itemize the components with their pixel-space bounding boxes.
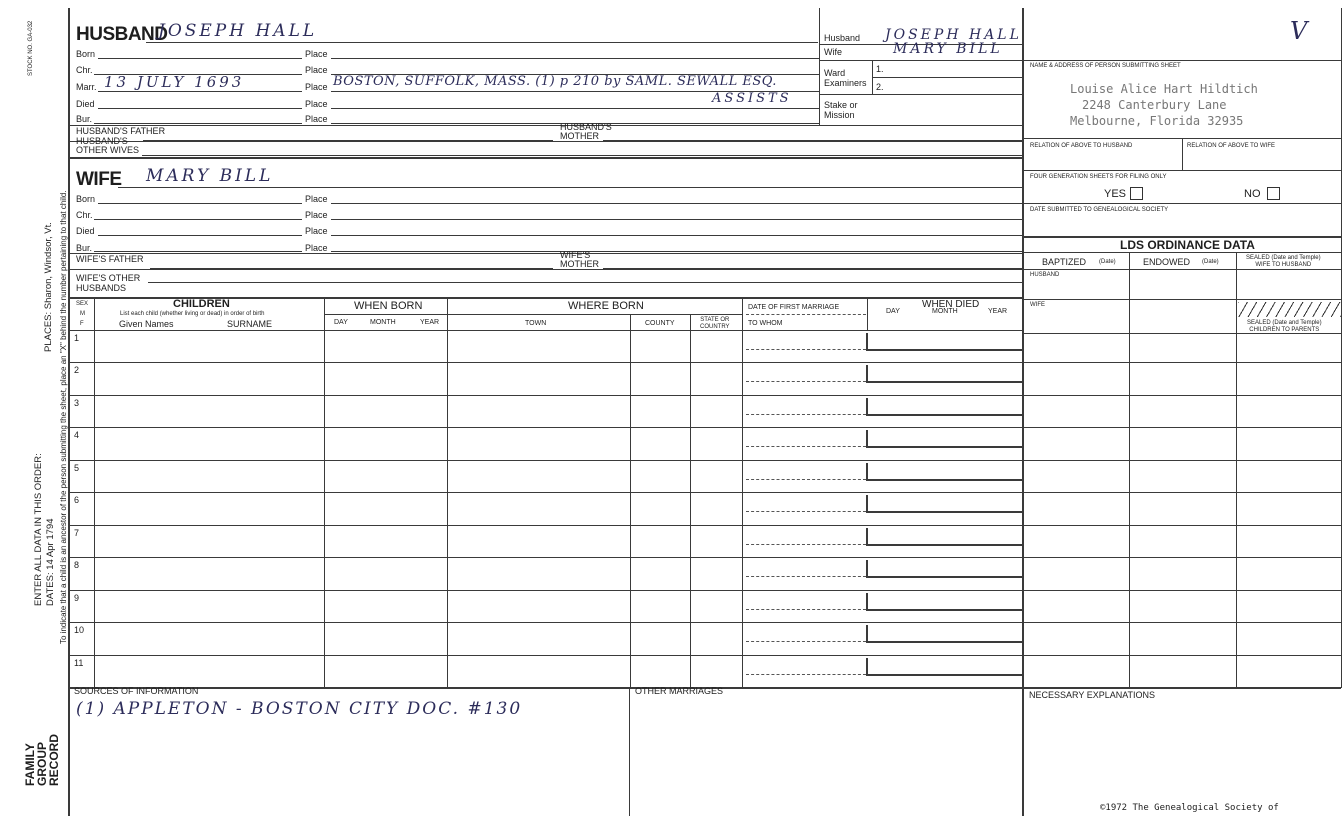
husband-marr-place-value-2[interactable]: ASSISTS [712,91,792,106]
child-row-number: 10 [74,625,85,635]
when-born-heading: WHEN BORN [354,300,423,312]
submitter-line-3[interactable]: Melbourne, Florida 32935 [1070,114,1244,128]
relation-wife-label: RELATION OF ABOVE TO WIFE [1187,143,1276,149]
sealed-wife-label: SEALED (Date and Temple) WIFE TO HUSBAND [1246,255,1321,268]
husband-marr-place-value[interactable]: BOSTON, SUFFOLK, MASS. (1) p 210 by SAML. SEWALL ESQ. [333,74,777,89]
wife-chr-label: Chr. [76,210,93,220]
endowed-label: ENDOWED [1143,257,1190,267]
wife-bur-label: Bur. [76,243,93,253]
husband-father-label: HUSBAND'S FATHER [76,126,166,136]
wife-ref-label: Wife [824,47,842,57]
county-label: COUNTY [645,320,675,327]
husband-died-place-label: Place [305,99,328,109]
baptized-label: BAPTIZED [1042,257,1087,267]
husband-marr-value[interactable]: 13 JULY 1693 [104,73,245,91]
copyright-text: ©1972 The Genealogical Society of [1100,803,1279,813]
surname-label: SURNAME [227,319,273,329]
child-row[interactable] [95,622,1022,655]
yes-label: YES [1104,188,1127,200]
sex-m-label: M [80,311,85,317]
wife-name-value[interactable]: MARY BILL [146,166,274,186]
wife-heading: WIFE [76,169,122,190]
husband-other-wives-label: HUSBAND'S OTHER WIVES [76,136,140,155]
places-note: PLACES: Sharon, Windsor, Vt. [43,222,54,352]
children-heading: CHILDREN [173,298,230,310]
sex-f-label: F [80,321,84,327]
no-checkbox[interactable] [1267,187,1280,200]
born-month-label: MONTH [370,319,396,326]
husband-died-label: Died [76,99,95,109]
form-title-record: RECORD [47,733,61,786]
ward-label: Ward [824,68,846,78]
relation-husband-label: RELATION OF ABOVE TO HUSBAND [1030,143,1133,149]
child-row-number: 7 [74,528,80,538]
born-year-label: YEAR [420,319,440,326]
died-year-label: YEAR [988,308,1008,315]
submitter-line-1[interactable]: Louise Alice Hart Hildtich [1070,82,1258,96]
child-row-number: 1 [74,333,80,343]
husband-heading: HUSBAND [76,24,168,45]
child-row[interactable] [95,557,1022,590]
child-row-number: 5 [74,463,80,473]
enter-all-note: ENTER ALL DATA IN THIS ORDER: [33,453,44,606]
baptized-date-label: (Date) [1099,259,1116,265]
husband-marr-label: Marr. [76,82,97,92]
husband-bur-place-label: Place [305,114,328,124]
child-row[interactable] [95,460,1022,492]
sealed-children-label: SEALED (Date and Temple) CHILDREN TO PARENTS [1247,320,1322,333]
dates-note: DATES: 14 Apr 1794 [45,518,56,606]
husband-marr-place-label: Place [305,82,328,92]
lds-husband-label: HUSBAND [1030,272,1060,278]
four-gen-label: FOUR GENERATION SHEETS FOR FILING ONLY [1030,174,1167,180]
given-names-label: Given Names [119,319,174,329]
endowed-date-label: (Date) [1202,259,1219,265]
child-row[interactable] [95,330,1022,362]
wife-born-place-label: Place [305,194,328,204]
child-row[interactable] [95,362,1022,395]
submitter-line-2[interactable]: 2248 Canterbury Lane [1082,98,1227,112]
husband-name-value[interactable]: JOSEPH HALL [158,21,318,41]
to-whom-label: TO WHOM [748,320,783,327]
child-row-number: 9 [74,593,80,603]
town-label: TOWN [525,320,547,327]
wife-born-label: Born [76,194,96,204]
died-day-label: DAY [886,308,900,315]
children-instructions: List each child (whether living or dead) in order of birth [120,311,265,317]
state-country-label: STATE OR COUNTRY [700,317,730,330]
first-marriage-label: DATE OF FIRST MARRIAGE [748,304,840,311]
examiner-2-label: 2. [876,82,884,92]
child-row-number: 6 [74,495,80,505]
child-row[interactable] [95,590,1022,622]
wife-chr-place-label: Place [305,210,328,220]
where-born-heading: WHERE BORN [568,300,644,312]
other-marriages-label: OTHER MARRIAGES [635,686,724,696]
husband-ref-value[interactable]: JOSEPH HALL [885,27,1022,43]
child-row-number: 2 [74,365,80,375]
husband-ref-label: Husband [824,33,861,43]
review-checkmark: V [1290,17,1308,45]
submitter-label: NAME & ADDRESS OF PERSON SUBMITTING SHEET [1030,63,1181,69]
child-row[interactable] [95,492,1022,525]
stake-mission-label: Stake or Mission [824,100,858,120]
husband-chr-label: Chr. [76,65,93,75]
sources-label: SOURCES OF INFORMATION [74,686,199,696]
child-row-number: 4 [74,430,80,440]
wife-ref-value[interactable]: MARY BILL [893,41,1003,57]
lds-title: LDS ORDINANCE DATA [1120,238,1255,252]
born-day-label: DAY [334,319,348,326]
explanations-label: NECESSARY EXPLANATIONS [1029,690,1156,700]
child-row-number: 8 [74,560,80,570]
form-title-group: GROUP [35,741,49,786]
wife-bur-place-label: Place [305,243,328,253]
child-row-number: 3 [74,398,80,408]
husband-born-label: Born [76,49,96,59]
wife-father-label: WIFE'S FATHER [76,254,144,264]
child-row[interactable] [95,427,1022,460]
when-died-heading: WHEN DIED [922,299,980,310]
stock-number: STOCK NO. GA-032 [28,20,34,76]
no-label: NO [1244,188,1261,200]
wife-other-husbands-label: WIFE'S OTHER HUSBANDS [76,273,141,293]
examiners-label: Examiners [824,78,867,88]
sources-value[interactable]: (1) APPLETON - BOSTON CITY DOC. #130 [76,699,523,719]
date-submitted-label: DATE SUBMITTED TO GENEALOGICAL SOCIETY [1030,207,1169,213]
husband-mother-label: HUSBAND'S MOTHER [560,122,612,141]
child-row[interactable] [95,525,1022,557]
husband-born-place-label: Place [305,49,328,59]
wife-died-place-label: Place [305,226,328,236]
indicate-note: To indicate that a child is an ancestor of the person submitting the sheet, place an "X" behind the number pertaining to that child. [59,190,68,644]
child-row[interactable] [95,655,1022,687]
died-month-label: MONTH [932,308,958,315]
yes-checkbox[interactable] [1130,187,1143,200]
child-row[interactable] [95,395,1022,427]
sex-label: SEX [76,301,89,307]
husband-bur-label: Bur. [76,114,93,124]
husband-chr-place-label: Place [305,65,328,75]
child-row-number: 11 [74,658,84,668]
wife-mother-label: WIFE'S MOTHER [560,250,599,269]
wife-died-label: Died [76,226,95,236]
form-title-family: FAMILY [23,743,37,786]
examiner-1-label: 1. [876,64,884,74]
lds-wife-label: WIFE [1030,302,1045,308]
